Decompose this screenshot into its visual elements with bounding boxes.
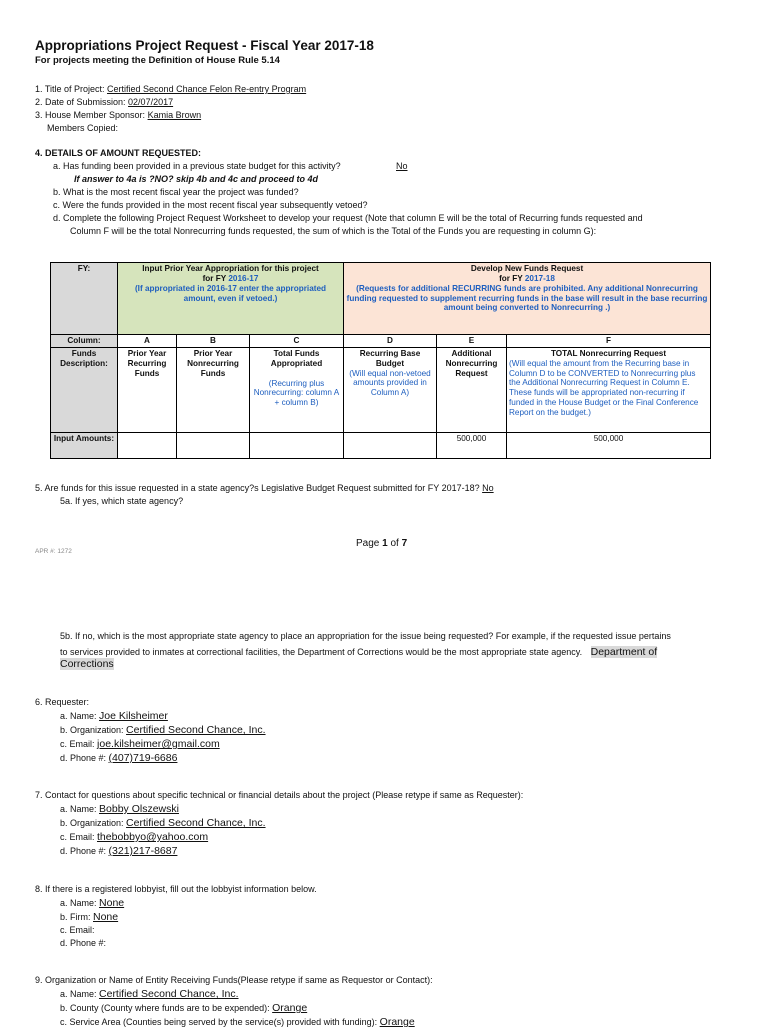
project-title-label: 1. Title of Project: bbox=[35, 84, 108, 94]
new-funds-note: (Requests for additional RECURRING funds are prohibited. Any additional Nonrecurring funding requested to supplement recurring funds in the base will result in the base recurring amount being converted to Nonrecurring .) bbox=[346, 283, 708, 313]
prior-year-note: (If appropriated in 2016-17 enter the appropriated amount, even if vetoed.) bbox=[134, 283, 327, 303]
lobbyist-firm-row: b. Firm: None bbox=[60, 911, 119, 923]
entity-county-value: Orange bbox=[272, 1002, 308, 1014]
requester-name-value: Joe Kilsheimer bbox=[99, 710, 168, 722]
desc-c-cell bbox=[250, 347, 344, 432]
contact-phone-row: d. Phone #: (321)217-8687 bbox=[60, 845, 178, 857]
contact-name-row: a. Name: Bobby Olszewski bbox=[60, 803, 179, 815]
q5-answer: No bbox=[482, 483, 494, 493]
fy-label-cell: FY: bbox=[51, 263, 118, 335]
sponsor-label: 3. House Member Sponsor: bbox=[35, 110, 148, 120]
submission-date-row bbox=[35, 97, 173, 107]
new-fy-value: 2017-18 bbox=[524, 273, 555, 283]
q5-row bbox=[35, 483, 494, 493]
contact-org-row: b. Organization: Certified Second Chance, Inc. bbox=[60, 817, 266, 829]
new-funds-title: Develop New Funds Request bbox=[470, 264, 584, 273]
submission-date-label: 2. Date of Submission: bbox=[35, 97, 129, 107]
section4-heading: 4. DETAILS OF AMOUNT REQUESTED: bbox=[35, 148, 202, 158]
q4c-text: c. Were the funds provided in the most recent fiscal year subsequently vetoed? bbox=[53, 200, 368, 210]
desc-d-title: Recurring Base Budget bbox=[359, 348, 421, 368]
q4a-answer: No bbox=[396, 161, 408, 171]
requester-phone-value: (407)719-6686 bbox=[108, 752, 178, 764]
input-c-cell[interactable] bbox=[250, 432, 344, 458]
desc-f-note: (Will equal the amount from the Recurring base in Column D to be CONVERTED to Nonrecurring plus the Additional Nonrecurring Request in Column E. These funds will be appropriated non-recurring if funded in the House Budget or the Final Conference Report on the budget.) bbox=[509, 358, 699, 417]
new-funds-fy-line: for FY 2017-18 bbox=[499, 273, 555, 283]
requester-email-row: c. Email: joe.kilsheimer@gmail.com bbox=[60, 738, 220, 750]
desc-f-cell bbox=[507, 347, 711, 432]
input-e-cell[interactable]: 500,000 bbox=[437, 432, 507, 458]
section7-heading: 7. Contact for questions about specific technical or financial details about the project (Please retype if same as Requester): bbox=[35, 790, 524, 800]
requester-phone-row: d. Phone #: (407)719-6686 bbox=[60, 752, 178, 764]
entity-service-value: Orange bbox=[379, 1016, 415, 1028]
contact-email-row: c. Email: thebobbyo@yahoo.com bbox=[60, 831, 209, 843]
column-label-cell: Column: bbox=[51, 335, 118, 348]
lobbyist-name-row: a. Name: None bbox=[60, 897, 125, 909]
lobbyist-firm-value: None bbox=[93, 911, 119, 923]
sponsor-value: Kamia Brown bbox=[147, 110, 202, 120]
q4d-text-1: d. Complete the following Project Request Worksheet to develop your request (Note that column E will be the total of Recurring funds requested and bbox=[53, 213, 643, 223]
desc-d-cell bbox=[344, 347, 437, 432]
prior-year-fy-line: for FY 2016-17 bbox=[202, 273, 259, 283]
members-copied-label: Members Copied: bbox=[47, 123, 119, 133]
entity-service-row: c. Service Area (Counties being served by the service(s) provided with funding): Orange bbox=[60, 1016, 415, 1028]
desc-a-cell: Prior Year Recurring Funds bbox=[118, 347, 177, 432]
desc-c-note: (Recurring plus Nonrecurring: column A + column B) bbox=[253, 378, 340, 408]
q4b-text: b. What is the most recent fiscal year the project was funded? bbox=[53, 187, 299, 197]
entity-name-row: a. Name: Certified Second Chance, Inc. bbox=[60, 988, 239, 1000]
desc-f-title: TOTAL Nonrecurring Request bbox=[550, 348, 667, 358]
q4a-note: If answer to 4a is ?NO? skip 4b and 4c and proceed to 4d bbox=[74, 174, 319, 184]
document-title: Appropriations Project Request - Fiscal Year 2017-18 bbox=[35, 38, 374, 53]
requester-org-row: b. Organization: Certified Second Chance, Inc. bbox=[60, 724, 266, 736]
document-subtitle: For projects meeting the Definition of House Rule 5.14 bbox=[35, 55, 280, 66]
input-f-cell[interactable]: 500,000 bbox=[507, 432, 711, 458]
desc-e-cell: Additional Nonrecurring Request bbox=[437, 347, 507, 432]
section6-heading: 6. Requester: bbox=[35, 697, 90, 707]
column-a-header: A bbox=[118, 335, 177, 348]
column-e-header: E bbox=[437, 335, 507, 348]
requester-org-value: Certified Second Chance, Inc. bbox=[126, 724, 266, 736]
q5-text: 5. Are funds for this issue requested in a state agency?s Legislative Budget Request submitted for FY 2017-18? bbox=[35, 483, 483, 493]
q5b-row-2 bbox=[60, 646, 657, 658]
input-a-cell[interactable] bbox=[118, 432, 177, 458]
lobbyist-email-label: c. Email: bbox=[60, 925, 95, 935]
q5b-answer-2: Corrections bbox=[60, 658, 114, 670]
contact-org-value: Certified Second Chance, Inc. bbox=[126, 817, 266, 829]
q5a-text: 5a. If yes, which state agency? bbox=[60, 496, 184, 506]
apr-number: APR #: 1272 bbox=[35, 548, 72, 555]
sponsor-row bbox=[35, 110, 201, 120]
desc-c-title: Total Funds Appropriated bbox=[270, 348, 323, 368]
lobbyist-name-value: None bbox=[99, 897, 125, 909]
prior-fy-value: 2016-17 bbox=[228, 273, 259, 283]
project-title-row bbox=[35, 84, 306, 94]
project-request-worksheet bbox=[50, 262, 711, 459]
page-number: Page 1 of 7 bbox=[356, 538, 408, 549]
contact-email-value: thebobbyo@yahoo.com bbox=[97, 831, 209, 843]
q5b-text-1: 5b. If no, which is the most appropriate state agency to place an appropriation for the issue being requested? For example, if the requested issue pertains bbox=[60, 631, 671, 641]
section9-heading: 9. Organization or Name of Entity Receiving Funds(Please retype if same as Requestor or Contact): bbox=[35, 975, 433, 985]
input-d-cell[interactable] bbox=[344, 432, 437, 458]
funds-description-label-cell: Funds Description: bbox=[51, 347, 118, 432]
column-c-header: C bbox=[250, 335, 344, 348]
entity-name-value: Certified Second Chance, Inc. bbox=[99, 988, 239, 1000]
section8-heading: 8. If there is a registered lobbyist, fill out the lobbyist information below. bbox=[35, 884, 317, 894]
desc-d-note: (Will equal non-vetoed amounts provided in Column A) bbox=[349, 368, 431, 398]
requester-email-value: joe.kilsheimer@gmail.com bbox=[97, 738, 220, 750]
input-b-cell[interactable] bbox=[177, 432, 250, 458]
new-funds-header bbox=[344, 263, 711, 335]
entity-county-row: b. County (County where funds are to be expended): Orange bbox=[60, 1002, 308, 1014]
prior-year-header bbox=[118, 263, 344, 335]
column-f-header: F bbox=[507, 335, 711, 348]
q5b-answer-1: Department of bbox=[590, 646, 658, 658]
column-b-header: B bbox=[177, 335, 250, 348]
input-amounts-label-cell: Input Amounts: bbox=[51, 432, 118, 458]
requester-name-row: a. Name: Joe Kilsheimer bbox=[60, 710, 168, 722]
submission-date-value: 02/07/2017 bbox=[128, 97, 174, 107]
contact-name-value: Bobby Olszewski bbox=[99, 803, 179, 815]
desc-b-cell: Prior Year Nonrecurring Funds bbox=[177, 347, 250, 432]
lobbyist-phone-label: d. Phone #: bbox=[60, 938, 107, 948]
column-d-header: D bbox=[344, 335, 437, 348]
q4a-text: a. Has funding been provided in a previous state budget for this activity? bbox=[53, 161, 341, 171]
q5b-text-2: to services provided to inmates at correctional facilities, the Department of Corrections would be the most appropriate state agency. bbox=[60, 647, 583, 657]
q4d-text-2: Column F will be the total Nonrecurring funds requested, the sum of which is the Total of the Funds you are requesting in column G): bbox=[70, 226, 597, 236]
prior-year-title: Input Prior Year Appropriation for this project bbox=[142, 264, 319, 273]
project-title-value: Certified Second Chance Felon Re-entry Program bbox=[107, 84, 307, 94]
contact-phone-value: (321)217-8687 bbox=[108, 845, 178, 857]
